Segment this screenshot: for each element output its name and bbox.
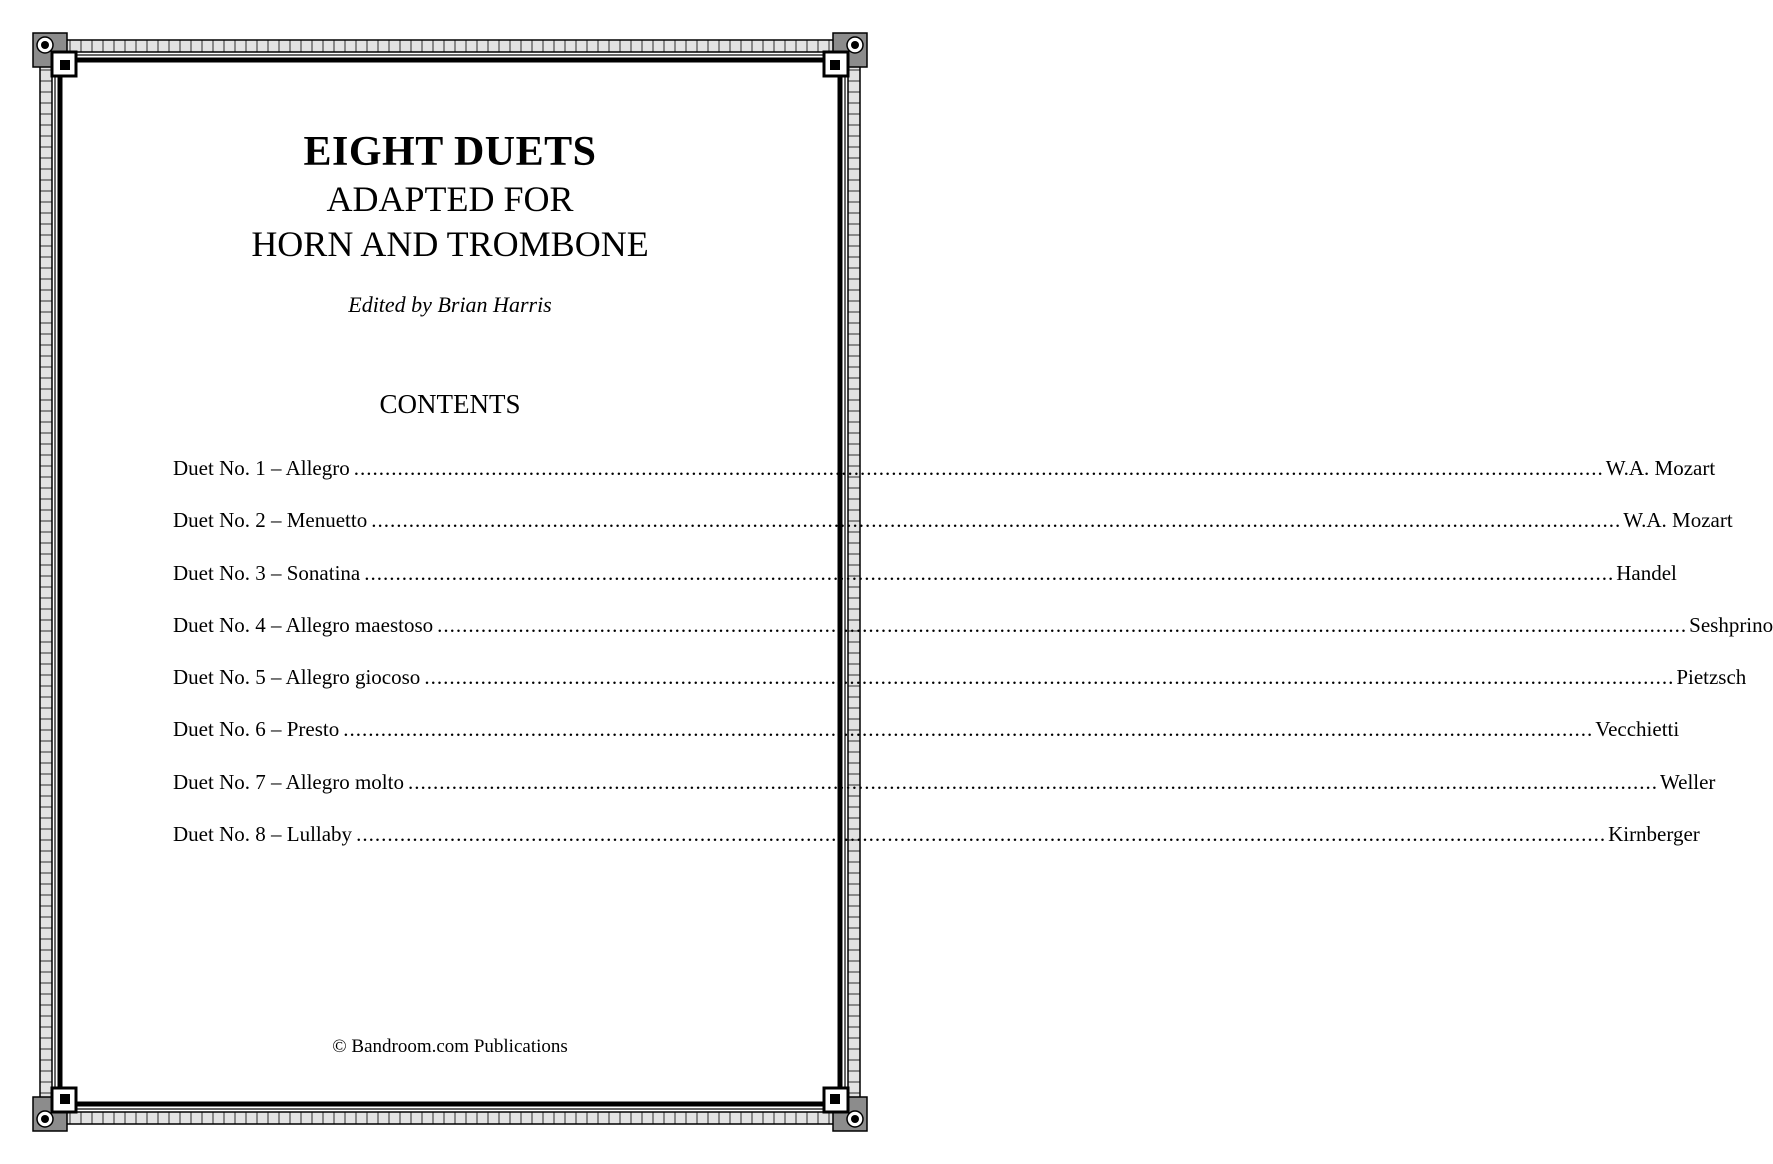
copyright-notice: © Bandroom.com Publications: [332, 1036, 568, 1057]
toc-leader-dots: ........................................................................................................................................................................................................: [371, 508, 1622, 533]
toc-entry-composer: W.A. Mozart: [1605, 456, 1716, 480]
contents-heading: CONTENTS: [379, 389, 521, 419]
toc-entry: [173, 453, 1716, 505]
toc-leader-dots: ........................................................................................................................................................................................................: [356, 822, 1607, 847]
toc-entry-composer: Kirnberger: [1608, 822, 1700, 847]
toc-entry: [173, 505, 1733, 557]
toc-entry: [173, 767, 1716, 819]
toc-entry: [173, 714, 1680, 766]
toc-entry: [173, 819, 1700, 871]
subtitle-line-2: HORN AND TROMBONE: [251, 224, 649, 264]
toc-entry-composer: Pietzsch: [1676, 665, 1747, 690]
toc-leader-dots: ........................................................................................................................................................................................................: [437, 612, 1688, 637]
toc-entry-composer: W.A. Mozart: [1623, 508, 1733, 533]
editor-credit: Edited by Brian Harris: [348, 292, 552, 317]
toc-entry-composer: Weller: [1659, 769, 1716, 794]
toc-entry: [173, 558, 1677, 610]
toc-entry-title: Duet No. 2 – Menuetto: [173, 508, 368, 533]
page-title: EIGHT DUETS: [303, 129, 597, 175]
toc-entry-title: Duet No. 8 – Lullaby: [173, 822, 353, 847]
toc-entry: [173, 662, 1747, 714]
toc-entry-composer: Seshprino: [1689, 612, 1773, 637]
toc-entry-composer: Vecchietti: [1595, 717, 1680, 742]
toc-entry-title: Duet No. 4 – Allegro maestoso: [173, 612, 434, 637]
toc-leader-dots: ........................................................................................................................................................................................................: [353, 456, 1604, 480]
toc-entry-title: Duet No. 5 – Allegro giocoso: [173, 665, 421, 690]
toc-entry-title: Duet No. 1 – Allegro: [173, 456, 350, 480]
toc-leader-dots: ........................................................................................................................................................................................................: [364, 560, 1615, 585]
toc-entry: [173, 610, 1773, 662]
toc-leader-dots: ........................................................................................................................................................................................................: [343, 717, 1594, 742]
frame-band-bottom: [40, 1112, 860, 1124]
toc-leader-dots: ........................................................................................................................................................................................................: [407, 769, 1658, 794]
frame-band-top: [40, 40, 860, 52]
table-of-contents: [173, 453, 1773, 871]
toc-entry-title: Duet No. 3 – Sonatina: [173, 560, 361, 585]
toc-entry-title: Duet No. 6 – Presto: [173, 717, 340, 742]
toc-entry-composer: Handel: [1616, 560, 1677, 585]
subtitle-line-1: ADAPTED FOR: [326, 179, 574, 219]
toc-entry-title: Duet No. 7 – Allegro molto: [173, 769, 404, 794]
toc-leader-dots: ........................................................................................................................................................................................................: [424, 665, 1675, 690]
